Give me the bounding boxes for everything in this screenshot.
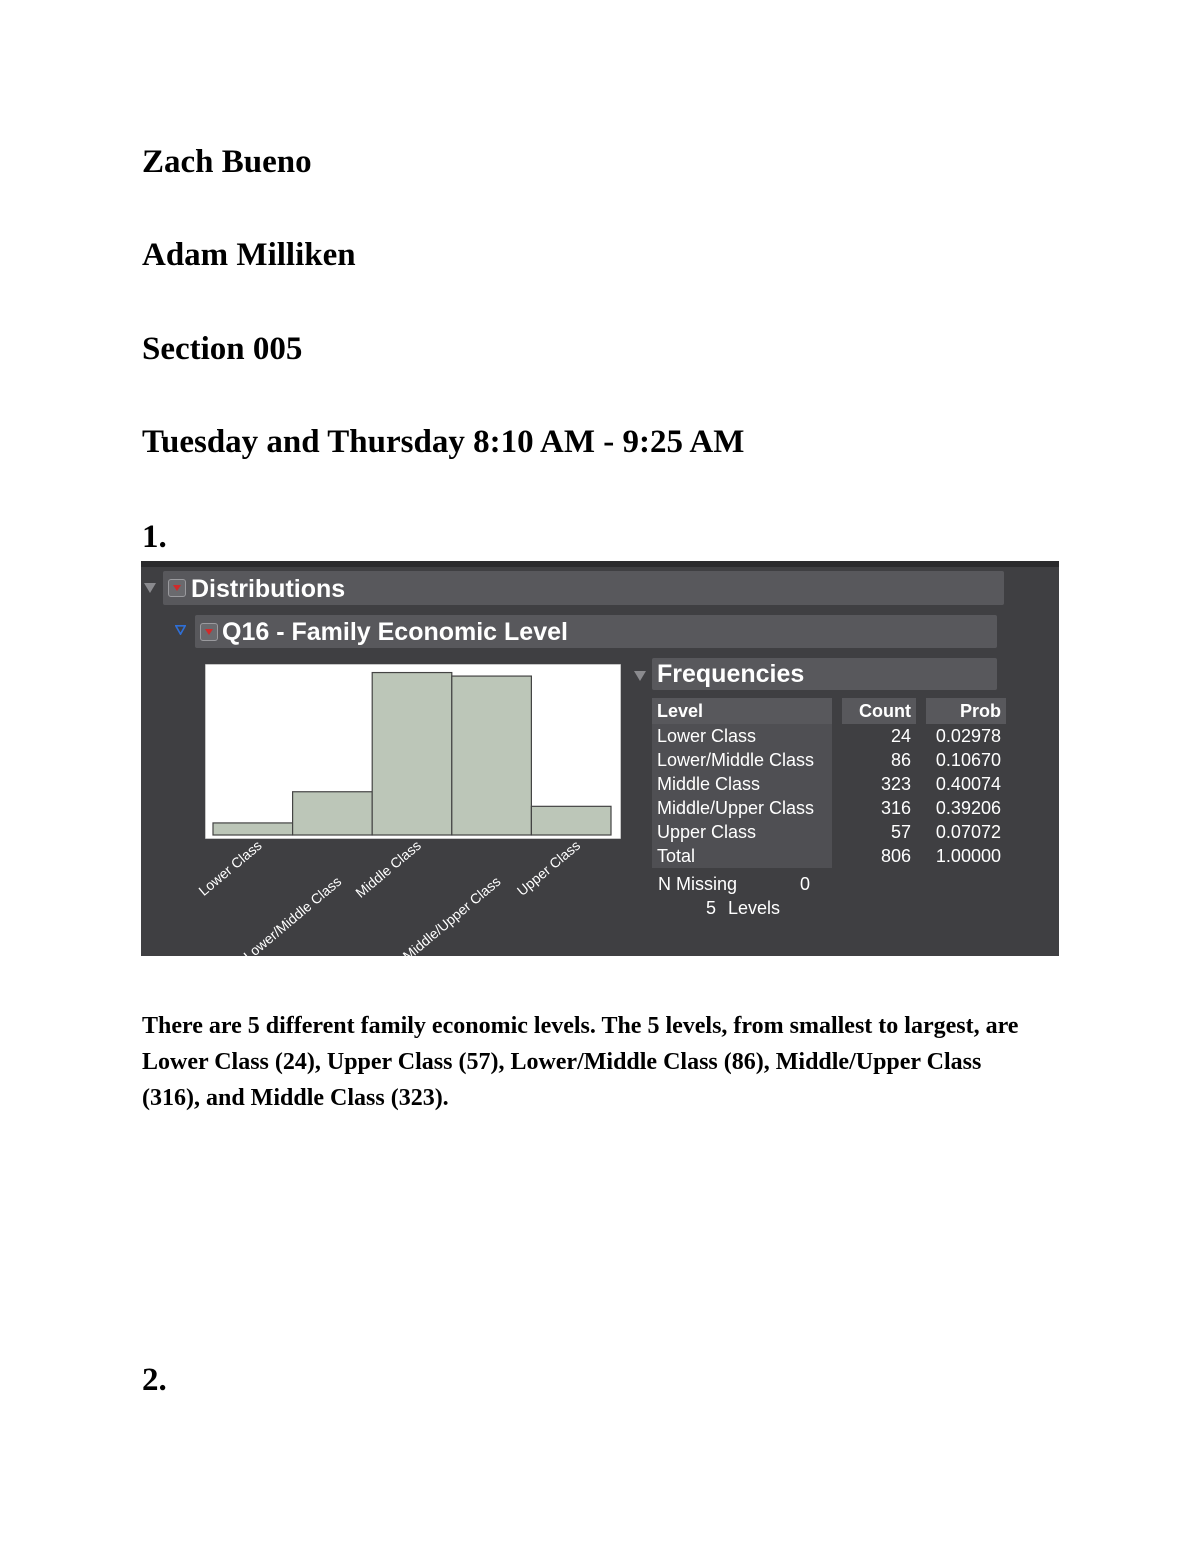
levels-label: Levels xyxy=(728,898,781,918)
count-cell: 806 xyxy=(880,845,911,866)
prob-cell: 1.00000 xyxy=(935,845,1001,866)
jmp-distribution-screenshot xyxy=(141,561,1059,964)
histogram-x-axis-labels xyxy=(171,837,641,964)
question-1-number: 1. xyxy=(142,519,167,555)
bar-middle-class xyxy=(372,673,452,835)
question-2-number: 2. xyxy=(142,1362,167,1398)
disclosure-triangle-blue-icon[interactable] xyxy=(175,625,186,635)
table-row xyxy=(652,772,1006,796)
x-tick-label: Lower Class xyxy=(195,837,265,899)
answer-1-paragraph: There are 5 different family economic levels. The 5 levels, from smallest to largest, are Lower Class (24), Upper Class (57), Lower/Middle Class (86), Middle/Upper Class (316), and Middle Class (323). xyxy=(142,1013,1019,1111)
x-tick-label: Upper Class xyxy=(513,837,584,899)
bar-lower-middle-class xyxy=(293,792,373,835)
n-missing-label: N Missing xyxy=(658,874,738,894)
prob-cell: 0.39206 xyxy=(935,797,1001,818)
level-cell: Middle/Upper Class xyxy=(652,796,832,820)
frequencies-title: Frequencies xyxy=(657,660,805,688)
prob-cell: 0.40074 xyxy=(935,773,1001,794)
level-cell: Total xyxy=(652,844,832,868)
distributions-outline-header[interactable] xyxy=(163,571,1004,605)
level-cell: Lower Class xyxy=(652,724,832,748)
table-header-row xyxy=(652,698,1006,724)
variable-title: Q16 - Family Economic Level xyxy=(222,618,568,646)
count-cell: 316 xyxy=(880,797,911,818)
prob-cell: 0.02978 xyxy=(935,725,1001,746)
levels-count: 5 xyxy=(706,898,717,918)
column-header-prob: Prob xyxy=(926,698,1006,724)
level-cell: Upper Class xyxy=(652,820,832,844)
bar-middle-upper-class xyxy=(452,676,532,835)
count-cell: 57 xyxy=(890,821,911,842)
level-cell: Lower/Middle Class xyxy=(652,748,832,772)
frequencies-table xyxy=(652,698,1006,868)
x-tick-label: Middle/Upper Class xyxy=(399,873,504,964)
count-cell: 86 xyxy=(890,749,911,770)
n-missing-value: 0 xyxy=(800,874,811,894)
disclosure-triangle-icon[interactable] xyxy=(144,583,156,593)
variable-outline-header[interactable] xyxy=(195,615,997,648)
red-triangle-menu-icon[interactable] xyxy=(200,623,218,641)
prob-cell: 0.10670 xyxy=(935,749,1001,770)
table-row xyxy=(652,748,1006,772)
count-cell: 323 xyxy=(880,773,911,794)
table-row xyxy=(652,724,1006,748)
bar-lower-class xyxy=(213,823,293,835)
count-cell: 24 xyxy=(890,725,911,746)
table-row xyxy=(652,796,1006,820)
section-label: Section 005 xyxy=(142,331,303,367)
distributions-title: Distributions xyxy=(191,575,346,603)
red-triangle-menu-icon[interactable] xyxy=(168,579,186,597)
x-tick-label: Lower/Middle Class xyxy=(240,873,345,964)
histogram-chart xyxy=(205,664,621,839)
author-name-2: Adam Milliken xyxy=(142,237,356,273)
disclosure-triangle-icon[interactable] xyxy=(634,671,646,681)
prob-cell: 0.07072 xyxy=(935,821,1001,842)
frequencies-outline-header[interactable] xyxy=(652,658,997,690)
bar-upper-class xyxy=(531,806,611,835)
author-name-1: Zach Bueno xyxy=(142,144,312,180)
table-row xyxy=(652,820,1006,844)
level-cell: Middle Class xyxy=(652,772,832,796)
x-tick-label: Middle Class xyxy=(352,837,424,901)
table-row-total xyxy=(652,844,1006,868)
column-header-count: Count xyxy=(842,698,916,724)
column-header-level: Level xyxy=(652,698,832,724)
class-schedule: Tuesday and Thursday 8:10 AM - 9:25 AM xyxy=(142,424,745,460)
